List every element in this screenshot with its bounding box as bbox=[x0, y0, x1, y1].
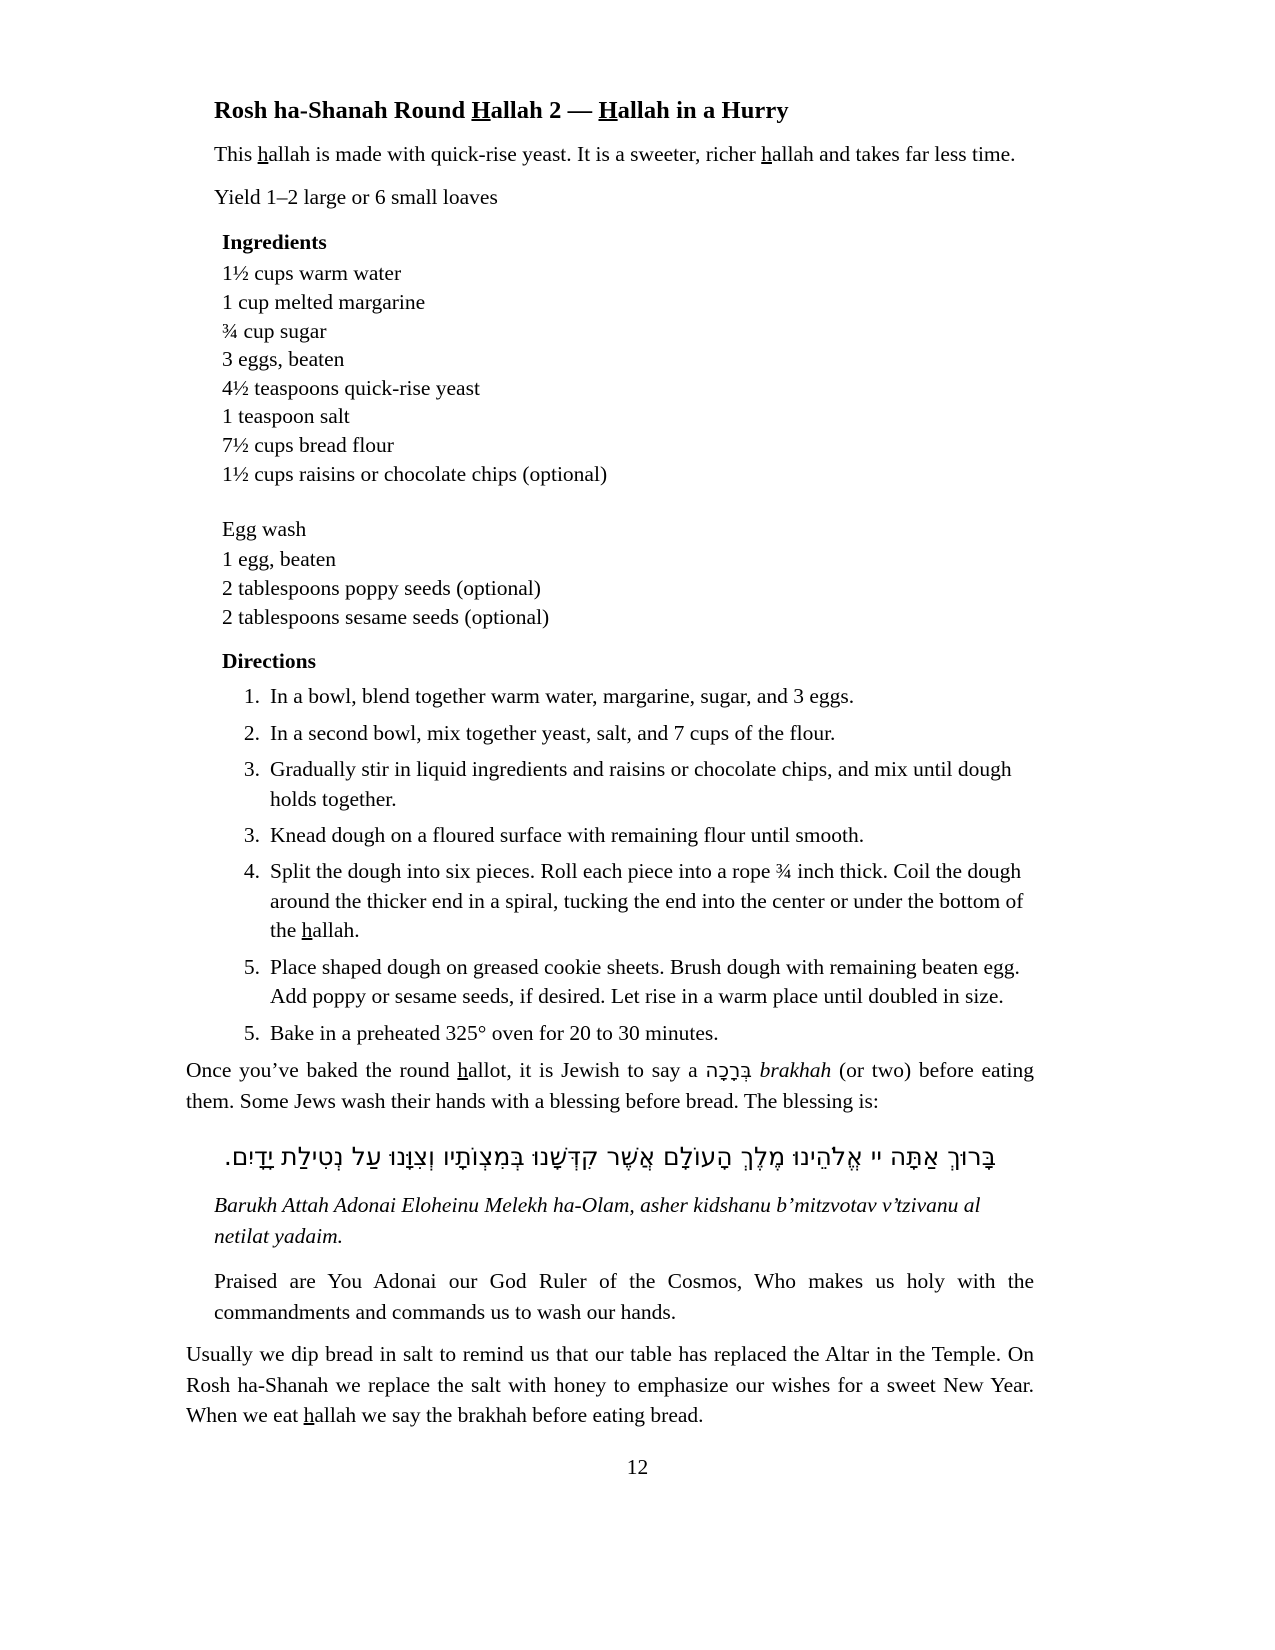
step-number: 4. bbox=[243, 859, 260, 884]
hebrew-word-brakhah: בְּרָכָה bbox=[705, 1058, 752, 1083]
step-number: 5. bbox=[243, 1020, 260, 1045]
step-text: Gradually stir in liquid ingredients and raisins or chocolate chips, and mix until dough holds together. bbox=[270, 757, 1012, 811]
step-number: 3. bbox=[243, 757, 260, 782]
blessing-intro-segment-2: allot, it is Jewish to say a bbox=[468, 1058, 706, 1083]
ingredients-list bbox=[222, 259, 1034, 488]
direction-step bbox=[186, 719, 1034, 748]
blessing-translation: Praised are You Adonai our God Ruler of the Cosmos, Who makes us holy with the commandments and commands us to wash our hands. bbox=[214, 1269, 1034, 1324]
list-item: ¾ cup sugar bbox=[222, 318, 327, 343]
yield-line: Yield 1–2 large or 6 small loaves bbox=[214, 184, 498, 209]
intro-het-1: h bbox=[257, 142, 269, 167]
hebrew-blessing-text: בָּרוּךְ אַתָּה יי אֱלֹהֵינוּ מֶלֶךְ הָעוֹלָם אֲשֶׁר קִדְּשָׁנוּ בְּמִצְוֹתָיו וְצִוָּנוּ עַל נְטִילַת יָדָיִם. bbox=[223, 1142, 997, 1172]
step-number: 3. bbox=[243, 822, 260, 847]
page-number: 12 bbox=[626, 1455, 649, 1479]
step-text: Bake in a preheated 325° oven for 20 to 30 minutes. bbox=[270, 1020, 719, 1045]
egg-wash-heading: Egg wash bbox=[222, 517, 307, 542]
step-text: In a second bowl, mix together yeast, salt, and 7 cups of the flour. bbox=[270, 720, 836, 745]
intro-segment-1: This bbox=[214, 142, 258, 167]
list-item: 7½ cups bread flour bbox=[222, 433, 394, 457]
list-item: 1 teaspoon salt bbox=[222, 404, 350, 429]
directions-list bbox=[186, 682, 1034, 1048]
intro-segment-2: allah is made with quick-rise yeast. It is a sweeter, richer bbox=[268, 142, 762, 167]
intro-paragraph bbox=[214, 139, 1034, 170]
list-item: 2 tablespoons sesame seeds (optional) bbox=[222, 604, 550, 629]
page-content bbox=[186, 96, 1034, 1443]
blessing-intro-het: h bbox=[457, 1058, 469, 1083]
direction-step bbox=[186, 1019, 1034, 1048]
step-text: In a bowl, blend together warm water, margarine, sugar, and 3 eggs. bbox=[270, 684, 855, 709]
title-het-2: H bbox=[598, 97, 618, 124]
title-het-1: H bbox=[471, 97, 491, 124]
title-segment-2: allah 2 — bbox=[490, 97, 599, 124]
egg-wash-list bbox=[222, 545, 1034, 631]
direction-step bbox=[186, 755, 1034, 814]
step-text-suffix: allah. bbox=[312, 918, 360, 943]
list-item: 1 egg, beaten bbox=[222, 547, 337, 572]
blessing-transliteration: Barukh Attah Adonai Eloheinu Melekh ha-Olam, asher kidshanu b’mitzvotav v’tzivanu al netilat yadaim. bbox=[214, 1192, 981, 1248]
list-item: 1½ cups raisins or chocolate chips (optional) bbox=[222, 461, 608, 486]
step-number: 5. bbox=[243, 954, 260, 979]
step-number: 1. bbox=[243, 684, 260, 709]
title-segment-1: Rosh ha-Shanah Round bbox=[214, 97, 472, 124]
step-text: Knead dough on a floured surface with remaining flour until smooth. bbox=[270, 822, 865, 847]
list-item: 3 eggs, beaten bbox=[222, 347, 345, 372]
ingredients-heading: Ingredients bbox=[222, 230, 327, 255]
closing-paragraph bbox=[186, 1339, 1034, 1431]
title-segment-3: allah in a Hurry bbox=[617, 97, 789, 124]
list-item: 1½ cups warm water bbox=[222, 261, 402, 286]
direction-step bbox=[186, 857, 1034, 945]
direction-step bbox=[186, 953, 1034, 1012]
directions-heading: Directions bbox=[222, 649, 316, 674]
list-item: 4½ teaspoons quick-rise yeast bbox=[222, 375, 480, 400]
page-title bbox=[214, 96, 1034, 125]
closing-segment-1: Usually we dip bread in salt to remind us that our table has replaced the Altar in the Temple. On Rosh ha-Shanah we replace the salt with honey to emphasize our wishes for a sweet New Year. When we eat bbox=[186, 1342, 1034, 1428]
step-number: 2. bbox=[243, 720, 260, 745]
blessing-intro-paragraph bbox=[186, 1055, 1034, 1116]
direction-step bbox=[186, 821, 1034, 850]
closing-segment-2: allah we say the brakhah before eating bread. bbox=[314, 1403, 704, 1428]
blessing-intro-segment-1: Once you’ve baked the round bbox=[186, 1058, 458, 1083]
closing-het: h bbox=[303, 1403, 315, 1428]
step-text: Place shaped dough on greased cookie sheets. Brush dough with remaining beaten egg. Add poppy or sesame seeds, if desired. Let rise in a warm place until doubled in size. bbox=[270, 954, 1020, 1009]
blessing-intro-segment-3: (or two) before eating them. Some Jews wash their hands with a blessing before bread. The blessing is: bbox=[186, 1058, 1035, 1113]
step-text-prefix: Split the dough into six pieces. Roll each piece into a rope ¾ inch thick. Coil the dough around the thicker end in a spiral, tucking the end into the center or under the bottom of the bbox=[270, 859, 1024, 943]
step-text-het: h bbox=[301, 918, 313, 943]
brakhah-transliteration: brakhah bbox=[751, 1058, 832, 1083]
list-item: 2 tablespoons poppy seeds (optional) bbox=[222, 575, 541, 600]
direction-step bbox=[186, 682, 1034, 711]
intro-het-2: h bbox=[761, 142, 772, 167]
intro-segment-3: allah and takes far less time. bbox=[771, 142, 1016, 167]
list-item: 1 cup melted margarine bbox=[222, 290, 426, 315]
section-spacer bbox=[186, 488, 1034, 514]
